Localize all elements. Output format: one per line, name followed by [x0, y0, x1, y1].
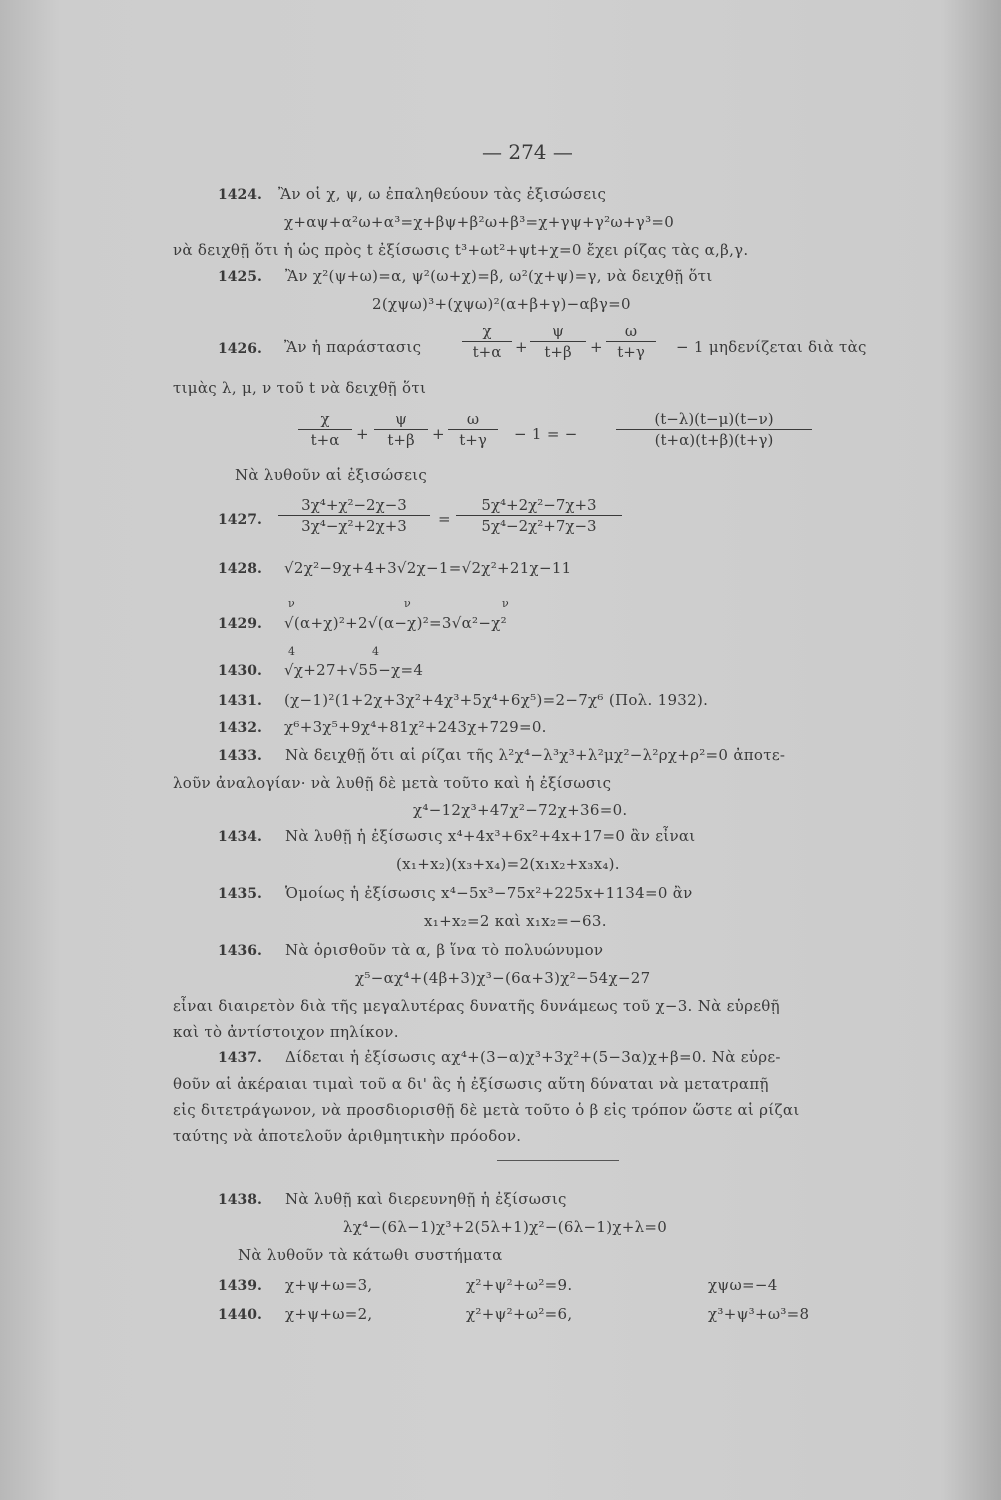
- system-1440-eq-1: χ+ψ+ω=2,: [285, 1305, 373, 1323]
- problem-number-1437: 1437.: [218, 1050, 262, 1066]
- problem-1431-equation: (χ−1)²(1+2χ+3χ²+4χ³+5χ⁴+6χ⁵)=2−7χ⁶ (Πολ. 1932).: [284, 691, 709, 709]
- problem-1436-line-1: Νὰ ὁρισθοῦν τὰ α, β ἵνα τὸ πολυώνυμον: [285, 941, 604, 959]
- fraction-right: $\frac{\text{5χ⁴+2χ²−7χ+3}}{\text{5χ⁴−2χ²+7χ−3}}$: [456, 496, 622, 535]
- problem-1434-line-1: Νὰ λυθῇ ἡ ἐξίσωσις x⁴+4x³+6x²+4x+17=0 ἂν εἶναι: [285, 827, 696, 845]
- problem-1437-line-4: ταύτης νὰ ἀποτελοῦν ἀριθμητικὴν πρόοδον.: [173, 1127, 522, 1145]
- problem-1430-equation: √χ+27+√55−χ=4: [284, 661, 424, 679]
- problem-number-1433: 1433.: [218, 748, 262, 764]
- problem-1438-line-1: Νὰ λυθῇ καὶ διερευνηθῇ ἡ ἐξίσωσις: [285, 1190, 567, 1208]
- problem-number-1436: 1436.: [218, 943, 262, 959]
- problem-number-1435: 1435.: [218, 886, 262, 902]
- root-index: 4: [372, 645, 379, 658]
- problem-1437-line-2: θοῦν αἱ ἀκέραιαι τιμαὶ τοῦ α δι' ἃς ἡ ἐξίσωσις αὕτη δύναται νὰ μετατραπῇ: [173, 1075, 769, 1093]
- fraction-chi-over-t-alpha: $\frac{\chi}{t+\alpha}$: [298, 410, 352, 449]
- problem-1434-condition: (x₁+x₂)(x₃+x₄)=2(x₁x₂+x₃x₄).: [396, 855, 620, 873]
- problem-1428-equation: √2χ²−9χ+4+3√2χ−1=√2χ²+21χ−11: [284, 559, 572, 577]
- root-index: ν: [502, 597, 509, 610]
- problem-1438-equation: λχ⁴−(6λ−1)χ³+2(5λ+1)χ²−(6λ−1)χ+λ=0: [343, 1218, 668, 1236]
- system-1439-eq-3: χψω=−4: [708, 1276, 778, 1294]
- problem-1433-line-1: Νὰ δειχθῇ ὅτι αἱ ρίζαι τῆς λ²χ⁴−λ³χ³+λ²μχ²−λ²ρχ+ρ²=0 ἀποτε-: [285, 746, 786, 764]
- problem-1436-line-4: καὶ τὸ ἀντίστοιχον πηλίκον.: [173, 1023, 399, 1041]
- fraction-psi-over-t-beta: $\frac{\psi}{t+\beta}$: [374, 410, 428, 449]
- problem-1425-line-1: Ἂν χ²(ψ+ω)=α, ψ²(ω+χ)=β, ω²(χ+ψ)=γ, νὰ δειχθῇ ὅτι: [285, 267, 713, 285]
- root-index: 4: [288, 645, 295, 658]
- fraction-omega-over-t-gamma: $\frac{\omega}{t+\gamma}$: [606, 322, 656, 361]
- problem-number-1425: 1425.: [218, 269, 262, 285]
- section-heading: Νὰ λυθοῦν αἱ ἐξισώσεις: [235, 466, 428, 484]
- system-1440-eq-2: χ²+ψ²+ω²=6,: [466, 1305, 573, 1323]
- problem-1424-line-3: νὰ δειχθῇ ὅτι ἡ ὡς πρὸς t ἐξίσωσις t³+ωt²+ψt+χ=0 ἔχει ρίζας τὰς α,β,γ.: [173, 241, 749, 259]
- fraction-omega-over-t-gamma: $\frac{\omega}{t+\gamma}$: [448, 410, 498, 449]
- problem-number-1428: 1428.: [218, 561, 262, 577]
- problem-1436-line-3: εἶναι διαιρετὸν διὰ τῆς μεγαλυτέρας δυνατῆς δυνάμεως τοῦ χ−3. Νὰ εὑρεθῇ: [173, 997, 780, 1015]
- plus-sign: +: [590, 338, 603, 356]
- problem-number-1438: 1438.: [218, 1192, 262, 1208]
- problem-1436-polynomial: χ⁵−αχ⁴+(4β+3)χ³−(6α+3)χ²−54χ−27: [355, 969, 651, 987]
- section-divider: [497, 1160, 619, 1161]
- problem-number-1429: 1429.: [218, 616, 262, 632]
- identity-sign: − 1 = −: [514, 425, 578, 443]
- root-index: ν: [288, 597, 295, 610]
- problem-1437-line-3: εἰς διτετράγωνον, νὰ προσδιορισθῇ δὲ μετὰ τοῦτο ὁ β εἰς τρόπον ὥστε αἱ ρίζαι: [173, 1101, 800, 1119]
- page-number: — 274 —: [482, 140, 573, 164]
- problem-number-1424: 1424.: [218, 187, 262, 203]
- problem-number-1431: 1431.: [218, 693, 262, 709]
- problem-number-1426: 1426.: [218, 341, 262, 357]
- problem-1437-line-1: Δίδεται ἡ ἐξίσωσις αχ⁴+(3−α)χ³+3χ²+(5−3α)χ+β=0. Νὰ εὑρε-: [285, 1048, 781, 1066]
- problem-number-1432: 1432.: [218, 720, 262, 736]
- fraction-left: $\frac{\text{3χ⁴+χ²−2χ−3}}{\text{3χ⁴−χ²+2χ+3}}$: [278, 496, 430, 535]
- problem-1429-equation: √(α+χ)²+2√(α−χ)²=3√α²−χ²: [284, 614, 507, 632]
- root-index: ν: [404, 597, 411, 610]
- problem-1426-line-2: τιμὰς λ, μ, ν τοῦ t νὰ δειχθῇ ὅτι: [173, 379, 427, 397]
- problem-number-1440: 1440.: [218, 1307, 262, 1323]
- problem-1426-text: Ἂν ἡ παράστασις: [284, 338, 422, 356]
- system-1440-eq-3: χ³+ψ³+ω³=8: [708, 1305, 810, 1323]
- problem-1424-equation: χ+αψ+α²ω+α³=χ+βψ+β²ω+β³=χ+γψ+γ²ω+γ³=0: [284, 213, 675, 231]
- problem-1425-equation: 2(χψω)³+(χψω)²(α+β+γ)−αβγ=0: [372, 295, 631, 313]
- plus-sign: +: [432, 425, 445, 443]
- fraction-chi-over-t-alpha: $\frac{\chi}{t+\alpha}$: [462, 322, 512, 361]
- systems-heading: Νὰ λυθοῦν τὰ κάτωθι συστήματα: [238, 1246, 503, 1264]
- problem-1433-equation: χ⁴−12χ³+47χ²−72χ+36=0.: [413, 801, 628, 819]
- fraction-psi-over-t-beta: $\frac{\psi}{t+\beta}$: [530, 322, 586, 361]
- problem-number-1439: 1439.: [218, 1278, 262, 1294]
- equals-sign: =: [438, 510, 451, 528]
- problem-1432-equation: χ⁶+3χ⁵+9χ⁴+81χ²+243χ+729=0.: [284, 718, 547, 736]
- problem-1426-text-post: − 1 μηδενίζεται διὰ τὰς: [676, 338, 867, 356]
- problem-number-1427: 1427.: [218, 512, 262, 528]
- problem-1433-line-2: λοῦν ἀναλογίαν· νὰ λυθῇ δὲ μετὰ τοῦτο καὶ ἡ ἐξίσωσις: [173, 774, 612, 792]
- problem-number-1434: 1434.: [218, 829, 262, 845]
- system-1439-eq-1: χ+ψ+ω=3,: [285, 1276, 373, 1294]
- plus-sign: +: [515, 338, 528, 356]
- fraction-product: $\frac{(t-\lambda)(t-\mu)(t-\nu)}{(t+\alpha)(t+\beta)(t+\gamma)}$: [616, 410, 812, 449]
- problem-1424-line-1: Ἂν οἱ χ, ψ, ω ἐπαληθεύουν τὰς ἐξισώσεις: [278, 185, 607, 203]
- problem-1435-condition: x₁+x₂=2 καὶ x₁x₂=−63.: [424, 912, 607, 930]
- plus-sign: +: [356, 425, 369, 443]
- problem-number-1430: 1430.: [218, 663, 262, 679]
- problem-1435-line-1: Ὁμοίως ἡ ἐξίσωσις x⁴−5x³−75x²+225x+1134=0 ἂν: [285, 884, 693, 902]
- system-1439-eq-2: χ²+ψ²+ω²=9.: [466, 1276, 573, 1294]
